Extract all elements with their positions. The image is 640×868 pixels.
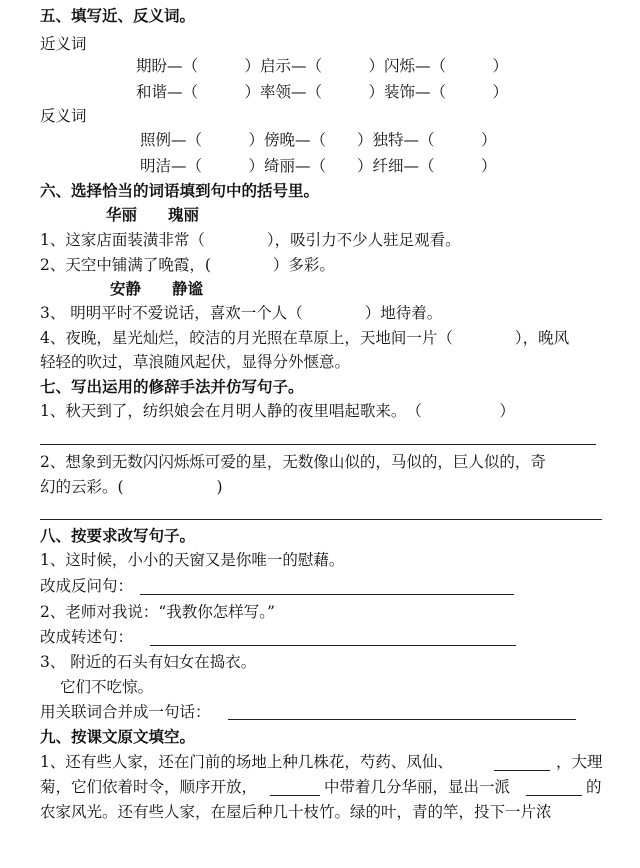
answer-line-7-1[interactable] <box>40 444 596 445</box>
answer-line-8-3[interactable] <box>228 719 576 720</box>
passage-line-1b: ，大理 <box>556 753 603 771</box>
question-7-1: 1、秋天到了，纺织娘会在月明人静的夜里唱起歌来。 （ ） <box>40 402 515 420</box>
passage-line-2a: 菊，它们依着时令，顺序开放， <box>40 778 258 796</box>
section-7-title: 七、写出运用的修辞手法并仿写句子。 <box>40 377 304 396</box>
blank-1[interactable] <box>494 770 550 771</box>
antonym-label: 反义词 <box>40 107 87 125</box>
synonym-row-1: 期盼—（ ）启示—（ ）闪烁—（ ） <box>136 57 509 75</box>
passage-line-2b: 中带着几分华丽，显出一派 <box>324 778 511 796</box>
blank-2[interactable] <box>270 795 320 796</box>
question-8-2-requirement: 改成转述句： <box>40 628 134 646</box>
question-6-4-line-1: 4、夜晚，星光灿烂，皎洁的月光照在草原上，天地间一片（ ），晚风 <box>40 329 570 347</box>
antonym-row-1: 照例—（ ）傍晚—（ ）独特—（ ） <box>140 131 497 149</box>
antonym-row-2: 明洁—（ ）绮丽—（ ）纤细—（ ） <box>140 157 497 175</box>
passage-line-2c: 的 <box>586 778 602 796</box>
question-7-2-line-2: 幻的云彩。( ) <box>40 478 223 496</box>
question-6-2: 2、天空中铺满了晚霞，( ）多彩。 <box>40 256 335 274</box>
question-8-3-requirement: 用关联词合并成一句话： <box>40 703 211 721</box>
answer-line-7-2[interactable] <box>40 519 602 520</box>
section-6-title: 六、选择恰当的词语填到句中的括号里。 <box>40 181 320 200</box>
question-6-3: 3、 明明平时不爱说话，喜欢一个人（ ）地待着。 <box>40 304 443 322</box>
question-7-2-line-1: 2、想象到无数闪闪烁烁可爱的星，无数像山似的，马似的，巨人似的，奇 <box>40 453 546 471</box>
section-8-title: 八、按要求改写句子。 <box>40 526 196 545</box>
passage-line-1a: 1、还有些人家，还在门前的场地上种几株花，芍药、凤仙、 <box>40 753 453 771</box>
question-8-3-sentence-b: 它们不吃惊。 <box>60 678 154 696</box>
word-choices-1: 华丽 瑰丽 <box>106 205 200 224</box>
answer-line-8-2[interactable] <box>150 645 516 646</box>
passage-line-3: 农家风光。还有些人家，在屋后种几十枝竹。绿的叶，青的竿，投下一片浓 <box>40 803 552 821</box>
blank-3[interactable] <box>526 795 582 796</box>
question-8-2: 2、老师对我说：“我教你怎样写。” <box>40 603 275 621</box>
question-8-1-requirement: 改成反问句： <box>40 577 134 595</box>
question-8-3-sentence-a: 3、 附近的石头有妇女在捣衣。 <box>40 653 257 671</box>
section-9-title: 九、按课文原文填空。 <box>40 727 196 746</box>
synonym-row-2: 和谐—（ ）率领—（ ）装饰—（ ） <box>136 83 509 101</box>
question-6-4-line-2: 轻轻的吹过，草浪随风起伏，显得分外惬意。 <box>40 353 351 371</box>
answer-line-8-1[interactable] <box>140 594 514 595</box>
question-6-1: 1、这家店面装潢非常（ ），吸引力不少人驻足观看。 <box>40 231 461 249</box>
section-5-title: 五、填写近、反义词。 <box>40 6 196 25</box>
question-8-1: 1、这时候，小小的天窗又是你唯一的慰藉。 <box>40 551 345 569</box>
synonym-label: 近义词 <box>40 35 87 53</box>
word-choices-2: 安静 静谧 <box>110 279 204 298</box>
